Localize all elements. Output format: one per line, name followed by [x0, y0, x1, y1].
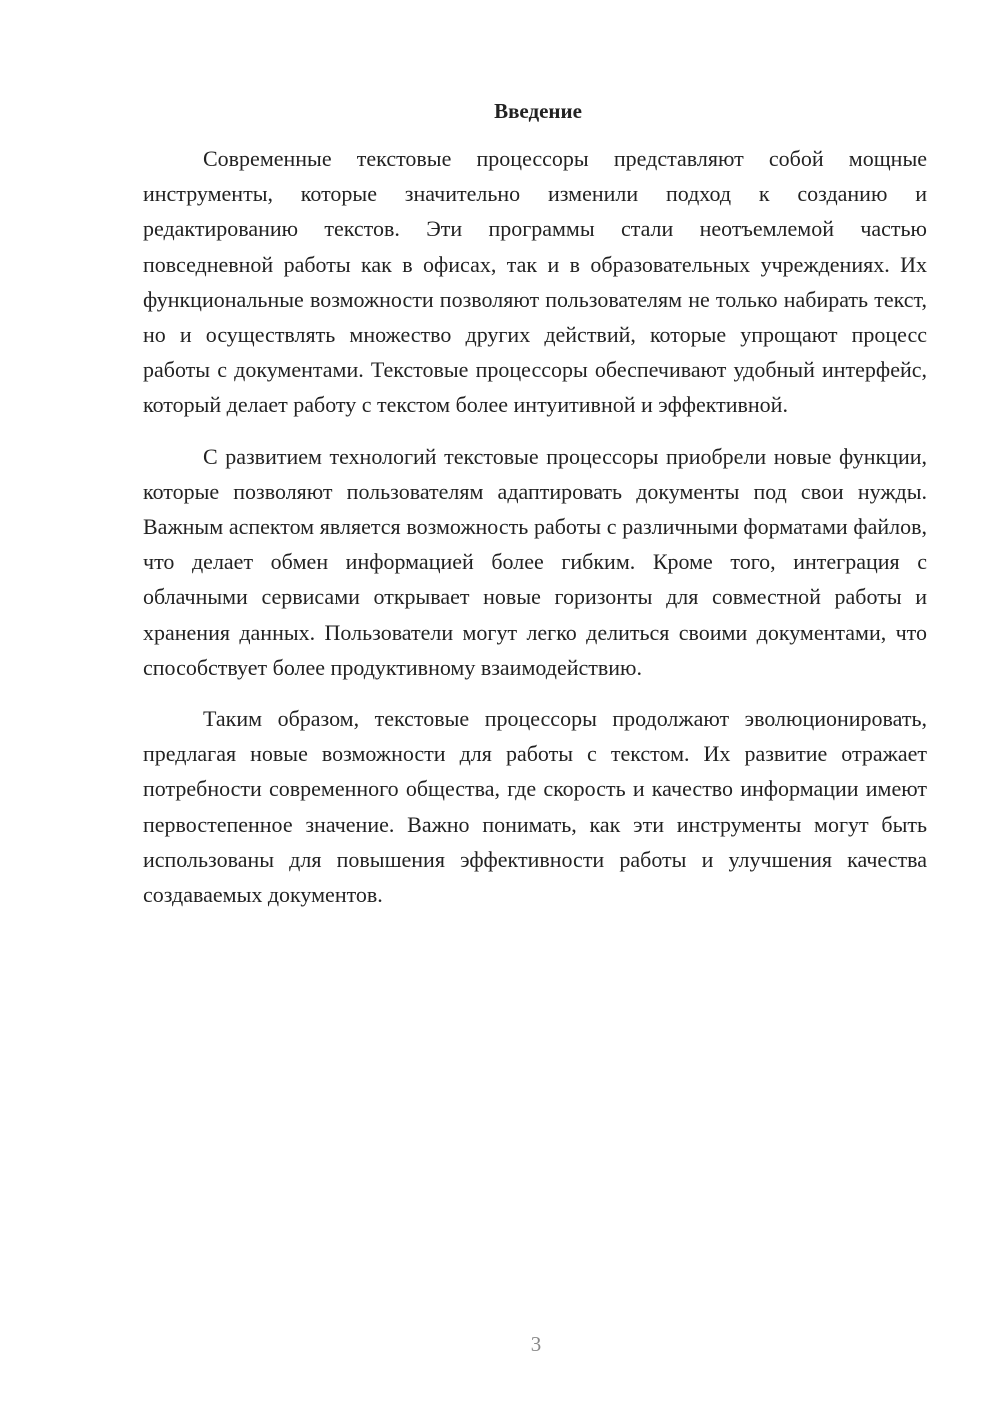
paragraph-3: Таким образом, текстовые процессоры продолжают эволюционировать, предлагая новые возможности для работы с текстом. Их развитие отражает потребности современного общества, где скорость и качество информации имеют первостепенное значение. Важно понимать, как эти инструменты могут быть использованы для повышения эффективности работы и улучшения качества создаваемых документов. — [143, 706, 927, 908]
paragraph-2: С развитием технологий текстовые процессоры приобрели новые функции, которые позволяют пользователям адаптировать документы под свои нужды. Важным аспектом является возможность работы с различными форматами файлов, что делает обмен информацией более гибким. Кроме того, интеграция с облачными сервисами открывает новые горизонты для совместной работы и хранения данных. Пользователи могут легко делиться своими документами, что способствует более продуктивному взаимодействию. — [143, 443, 927, 680]
page-content — [143, 95, 927, 912]
section-title: Введение — [494, 99, 582, 123]
paragraph-spacer — [143, 423, 927, 439]
paragraph-spacer — [143, 685, 927, 701]
page-number: 3 — [530, 1332, 542, 1356]
paragraph-1: Современные текстовые процессоры представляют собой мощные инструменты, которые значительно изменили подход к созданию и редактированию текстов. Эти программы стали неотъемлемой частью повседневной работы как в офисах, так и в образовательных учреждениях. Их функциональные возможности позволяют пользователям не только набирать текст, но и осуществлять множество других действий, которые упрощают процесс работы с документами. Текстовые процессоры обеспечивают удобный интерфейс, который делает работу с текстом более интуитивной и эффективной. — [143, 146, 927, 418]
